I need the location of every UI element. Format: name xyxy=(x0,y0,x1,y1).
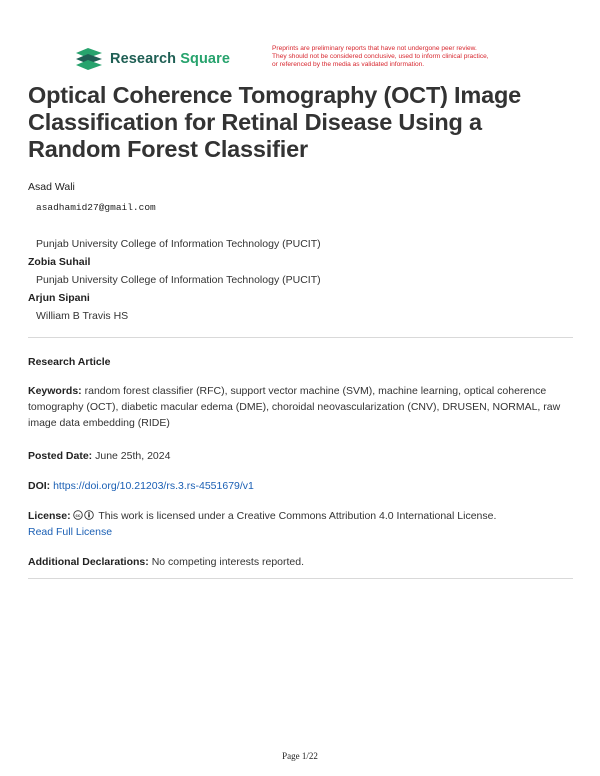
posted-date xyxy=(28,448,573,464)
divider xyxy=(28,337,573,338)
author-name: Zobia Suhail xyxy=(28,256,91,268)
license-icons xyxy=(73,510,94,520)
keywords xyxy=(28,383,573,431)
author-name: Asad Wali xyxy=(28,181,75,193)
article-type: Research Article xyxy=(28,356,111,368)
research-square-logo[interactable] xyxy=(74,47,230,71)
declarations-label: Additional Declarations: xyxy=(28,556,149,568)
research-square-logo-icon xyxy=(74,47,104,71)
disclaimer-line: They should not be considered conclusive, used to inform clinical practice, xyxy=(272,53,489,61)
author-name: Arjun Sipani xyxy=(28,292,90,304)
author-affiliation: William B Travis HS xyxy=(36,310,129,322)
preprint-disclaimer xyxy=(272,45,572,70)
license-label: License: xyxy=(28,510,71,522)
doi-link[interactable]: https://doi.org/10.21203/rs.3.rs-4551679/v1 xyxy=(53,480,254,492)
doi xyxy=(28,478,573,494)
cc-icon xyxy=(73,510,83,520)
brand-name xyxy=(110,51,230,67)
brand-secondary: Square xyxy=(180,51,230,67)
author-affiliation: Punjab University College of Information Technology (PUCIT) xyxy=(36,238,321,250)
posted-date-value: June 25th, 2024 xyxy=(95,450,171,462)
read-full-license-link[interactable]: Read Full License xyxy=(28,526,113,538)
by-icon xyxy=(84,510,94,520)
page-number: Page 1/22 xyxy=(282,751,318,761)
paper-title: Optical Coherence Tomography (OCT) Image Classification for Retinal Disease Using a Random Forest Classifier xyxy=(28,82,521,162)
divider xyxy=(28,578,573,579)
declarations-text: No competing interests reported. xyxy=(151,556,305,568)
additional-declarations xyxy=(28,554,573,570)
disclaimer-line: Preprints are preliminary reports that have not undergone peer review. xyxy=(272,45,477,52)
keywords-label: Keywords: xyxy=(28,385,82,397)
keywords-text: random forest classifier (RFC), support vector machine (SVM), machine learning, optical coherence tomography (OCT), diabetic macular edema (DME), choroidal neovascularization (CNV), DRUSEN, NORMAL, raw image data embedding (RIDE) xyxy=(28,385,561,429)
author-affiliation: Punjab University College of Information Technology (PUCIT) xyxy=(36,274,321,286)
license-text: This work is licensed under a Creative Commons Attribution 4.0 International License. xyxy=(98,510,497,522)
author-email[interactable]: asadhamid27@gmail.com xyxy=(36,202,156,213)
disclaimer-line: or referenced by the media as validated information. xyxy=(272,61,425,69)
brand-primary: Research xyxy=(110,51,177,67)
posted-date-label: Posted Date: xyxy=(28,450,93,462)
license xyxy=(28,508,573,540)
svg-text:cc: cc xyxy=(75,512,81,518)
doi-label: DOI: xyxy=(28,480,51,492)
